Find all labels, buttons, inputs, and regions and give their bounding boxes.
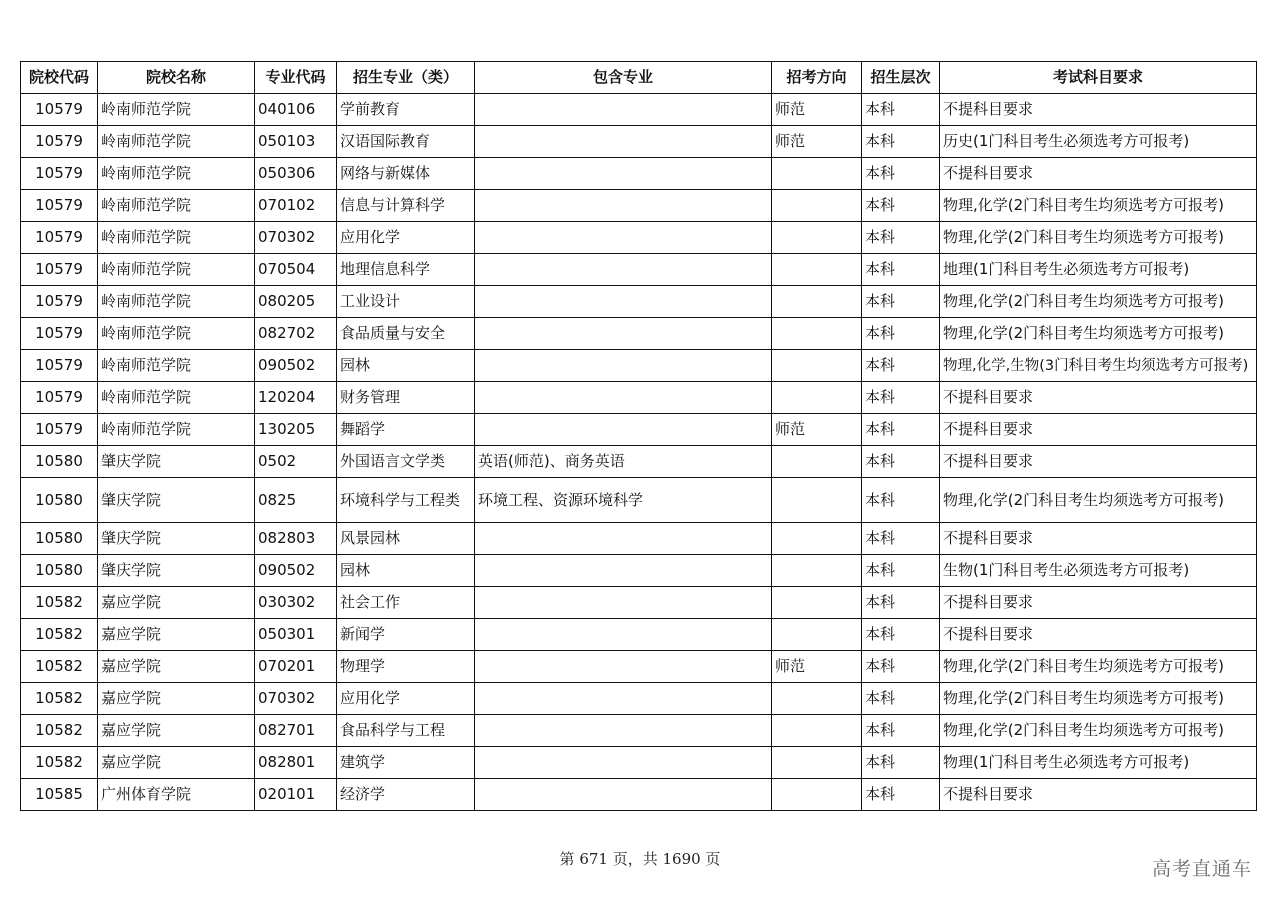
admission-table-sheet [20,61,1256,811]
cell-school-code: 10579 [21,158,98,190]
header-included-majors: 包含专业 [475,62,772,94]
cell-direction [772,587,862,619]
cell-direction [772,747,862,779]
cell-level: 本科 [862,350,940,382]
cell-subject-requirement: 物理,化学,生物(3门科目考生均须选考方可报考) [940,350,1257,382]
cell-subject-requirement: 不提科目要求 [940,446,1257,478]
cell-direction: 师范 [772,126,862,158]
cell-included-majors [475,126,772,158]
cell-school-code: 10579 [21,254,98,286]
cell-school-name: 广州体育学院 [98,779,255,811]
cell-major-category: 园林 [337,555,475,587]
cell-school-name: 肇庆学院 [98,523,255,555]
cell-direction [772,555,862,587]
cell-school-name: 嘉应学院 [98,747,255,779]
cell-subject-requirement: 不提科目要求 [940,414,1257,446]
cell-school-name: 岭南师范学院 [98,382,255,414]
cell-school-name: 肇庆学院 [98,446,255,478]
header-school-code: 院校代码 [21,62,98,94]
cell-school-name: 岭南师范学院 [98,222,255,254]
cell-major-code: 0502 [255,446,337,478]
cell-school-name: 肇庆学院 [98,555,255,587]
cell-major-category: 财务管理 [337,382,475,414]
cell-major-code: 082803 [255,523,337,555]
cell-school-code: 10582 [21,587,98,619]
cell-school-code: 10579 [21,414,98,446]
cell-subject-requirement: 历史(1门科目考生必须选考方可报考) [940,126,1257,158]
cell-major-category: 外国语言文学类 [337,446,475,478]
cell-level: 本科 [862,478,940,523]
cell-subject-requirement: 物理,化学(2门科目考生均须选考方可报考) [940,478,1257,523]
cell-school-name: 岭南师范学院 [98,286,255,318]
cell-level: 本科 [862,286,940,318]
cell-direction [772,779,862,811]
table-row [21,683,1257,715]
cell-major-category: 食品质量与安全 [337,318,475,350]
cell-level: 本科 [862,190,940,222]
cell-included-majors [475,523,772,555]
header-school-name: 院校名称 [98,62,255,94]
cell-major-category: 环境科学与工程类 [337,478,475,523]
header-row [21,62,1257,94]
cell-major-category: 地理信息科学 [337,254,475,286]
cell-school-code: 10580 [21,555,98,587]
cell-level: 本科 [862,254,940,286]
cell-level: 本科 [862,222,940,254]
cell-included-majors [475,94,772,126]
cell-school-code: 10579 [21,222,98,254]
cell-major-category: 应用化学 [337,222,475,254]
table-row [21,286,1257,318]
cell-major-code: 070201 [255,651,337,683]
cell-level: 本科 [862,94,940,126]
cell-school-code: 10579 [21,350,98,382]
cell-included-majors [475,286,772,318]
cell-school-name: 岭南师范学院 [98,126,255,158]
header-subject-requirement: 考试科目要求 [940,62,1257,94]
watermark-text: 高考直通车 [1151,858,1252,880]
cell-major-code: 070504 [255,254,337,286]
header-level: 招生层次 [862,62,940,94]
cell-major-code: 082801 [255,747,337,779]
cell-subject-requirement: 不提科目要求 [940,587,1257,619]
cell-subject-requirement: 物理,化学(2门科目考生均须选考方可报考) [940,222,1257,254]
cell-subject-requirement: 物理,化学(2门科目考生均须选考方可报考) [940,715,1257,747]
cell-school-name: 岭南师范学院 [98,158,255,190]
table-row [21,478,1257,523]
table-row [21,254,1257,286]
cell-subject-requirement: 物理,化学(2门科目考生均须选考方可报考) [940,286,1257,318]
cell-direction [772,523,862,555]
cell-level: 本科 [862,651,940,683]
cell-school-code: 10579 [21,126,98,158]
cell-level: 本科 [862,747,940,779]
cell-major-category: 风景园林 [337,523,475,555]
cell-school-name: 岭南师范学院 [98,350,255,382]
cell-major-category: 学前教育 [337,94,475,126]
cell-school-code: 10580 [21,523,98,555]
cell-subject-requirement: 不提科目要求 [940,382,1257,414]
cell-major-category: 工业设计 [337,286,475,318]
cell-school-code: 10582 [21,747,98,779]
cell-direction [772,619,862,651]
cell-subject-requirement: 生物(1门科目考生必须选考方可报考) [940,555,1257,587]
cell-major-code: 082701 [255,715,337,747]
cell-school-name: 肇庆学院 [98,478,255,523]
cell-direction [772,222,862,254]
table-row [21,222,1257,254]
cell-school-code: 10579 [21,94,98,126]
table-row [21,382,1257,414]
cell-direction [772,382,862,414]
cell-major-category: 网络与新媒体 [337,158,475,190]
cell-major-code: 050103 [255,126,337,158]
cell-direction [772,478,862,523]
cell-included-majors [475,555,772,587]
cell-level: 本科 [862,414,940,446]
cell-direction [772,715,862,747]
cell-level: 本科 [862,318,940,350]
cell-included-majors [475,683,772,715]
cell-direction [772,350,862,382]
table-row [21,523,1257,555]
cell-major-category: 经济学 [337,779,475,811]
cell-major-code: 040106 [255,94,337,126]
cell-major-code: 082702 [255,318,337,350]
cell-school-name: 岭南师范学院 [98,94,255,126]
cell-included-majors [475,382,772,414]
cell-major-code: 0825 [255,478,337,523]
cell-included-majors [475,318,772,350]
cell-level: 本科 [862,715,940,747]
cell-subject-requirement: 不提科目要求 [940,779,1257,811]
cell-direction [772,683,862,715]
cell-school-code: 10579 [21,382,98,414]
cell-subject-requirement: 物理,化学(2门科目考生均须选考方可报考) [940,683,1257,715]
cell-direction [772,286,862,318]
cell-level: 本科 [862,587,940,619]
cell-subject-requirement: 不提科目要求 [940,523,1257,555]
cell-included-majors [475,222,772,254]
cell-included-majors [475,414,772,446]
cell-included-majors: 环境工程、资源环境科学 [475,478,772,523]
cell-included-majors [475,254,772,286]
table-row [21,126,1257,158]
cell-included-majors [475,715,772,747]
cell-school-code: 10580 [21,478,98,523]
cell-school-name: 岭南师范学院 [98,318,255,350]
table-row [21,779,1257,811]
cell-level: 本科 [862,158,940,190]
cell-major-code: 020101 [255,779,337,811]
cell-major-category: 建筑学 [337,747,475,779]
cell-major-category: 园林 [337,350,475,382]
cell-included-majors [475,587,772,619]
table-row [21,318,1257,350]
cell-direction: 师范 [772,651,862,683]
cell-major-code: 070302 [255,683,337,715]
cell-direction: 师范 [772,414,862,446]
table-row [21,190,1257,222]
table-row [21,158,1257,190]
cell-major-code: 050301 [255,619,337,651]
cell-direction [772,446,862,478]
cell-major-category: 新闻学 [337,619,475,651]
cell-major-code: 030302 [255,587,337,619]
cell-level: 本科 [862,555,940,587]
cell-level: 本科 [862,126,940,158]
cell-included-majors [475,619,772,651]
cell-school-code: 10582 [21,683,98,715]
cell-major-code: 050306 [255,158,337,190]
cell-school-code: 10580 [21,446,98,478]
table-row [21,555,1257,587]
cell-major-code: 090502 [255,555,337,587]
cell-level: 本科 [862,382,940,414]
header-direction: 招考方向 [772,62,862,94]
header-major-category: 招生专业（类） [337,62,475,94]
cell-school-name: 嘉应学院 [98,651,255,683]
page-number: 第 671 页，共 1690 页 [559,850,721,868]
table-row [21,651,1257,683]
cell-included-majors [475,190,772,222]
cell-school-name: 嘉应学院 [98,619,255,651]
cell-major-category: 物理学 [337,651,475,683]
cell-major-category: 应用化学 [337,683,475,715]
cell-subject-requirement: 不提科目要求 [940,94,1257,126]
cell-subject-requirement: 物理,化学(2门科目考生均须选考方可报考) [940,318,1257,350]
cell-major-code: 080205 [255,286,337,318]
cell-level: 本科 [862,446,940,478]
table-row [21,414,1257,446]
cell-subject-requirement: 物理,化学(2门科目考生均须选考方可报考) [940,190,1257,222]
table-row [21,446,1257,478]
cell-subject-requirement: 地理(1门科目考生必须选考方可报考) [940,254,1257,286]
cell-major-code: 120204 [255,382,337,414]
cell-level: 本科 [862,779,940,811]
cell-included-majors [475,158,772,190]
cell-school-code: 10582 [21,715,98,747]
cell-included-majors: 英语(师范)、商务英语 [475,446,772,478]
cell-direction [772,158,862,190]
table-row [21,587,1257,619]
cell-major-category: 汉语国际教育 [337,126,475,158]
cell-direction: 师范 [772,94,862,126]
cell-major-code: 090502 [255,350,337,382]
cell-school-name: 嘉应学院 [98,683,255,715]
cell-level: 本科 [862,523,940,555]
cell-school-code: 10582 [21,651,98,683]
cell-school-code: 10582 [21,619,98,651]
cell-subject-requirement: 物理(1门科目考生必须选考方可报考) [940,747,1257,779]
cell-school-name: 岭南师范学院 [98,254,255,286]
header-major-code: 专业代码 [255,62,337,94]
cell-school-name: 嘉应学院 [98,715,255,747]
table-body [21,94,1257,811]
cell-major-category: 食品科学与工程 [337,715,475,747]
cell-level: 本科 [862,683,940,715]
cell-direction [772,254,862,286]
cell-included-majors [475,350,772,382]
cell-school-name: 嘉应学院 [98,587,255,619]
table-row [21,715,1257,747]
cell-major-category: 信息与计算科学 [337,190,475,222]
cell-level: 本科 [862,619,940,651]
cell-school-name: 岭南师范学院 [98,190,255,222]
cell-major-code: 070302 [255,222,337,254]
cell-major-code: 070102 [255,190,337,222]
cell-direction [772,190,862,222]
cell-included-majors [475,779,772,811]
table-row [21,350,1257,382]
cell-school-code: 10579 [21,318,98,350]
cell-major-category: 社会工作 [337,587,475,619]
cell-included-majors [475,651,772,683]
table-row [21,747,1257,779]
admission-table [20,61,1257,811]
cell-school-name: 岭南师范学院 [98,414,255,446]
cell-subject-requirement: 不提科目要求 [940,158,1257,190]
cell-school-code: 10579 [21,286,98,318]
cell-direction [772,318,862,350]
table-row [21,619,1257,651]
cell-school-code: 10585 [21,779,98,811]
cell-major-code: 130205 [255,414,337,446]
cell-included-majors [475,747,772,779]
cell-major-category: 舞蹈学 [337,414,475,446]
cell-subject-requirement: 不提科目要求 [940,619,1257,651]
cell-school-code: 10579 [21,190,98,222]
table-row [21,94,1257,126]
cell-subject-requirement: 物理,化学(2门科目考生均须选考方可报考) [940,651,1257,683]
